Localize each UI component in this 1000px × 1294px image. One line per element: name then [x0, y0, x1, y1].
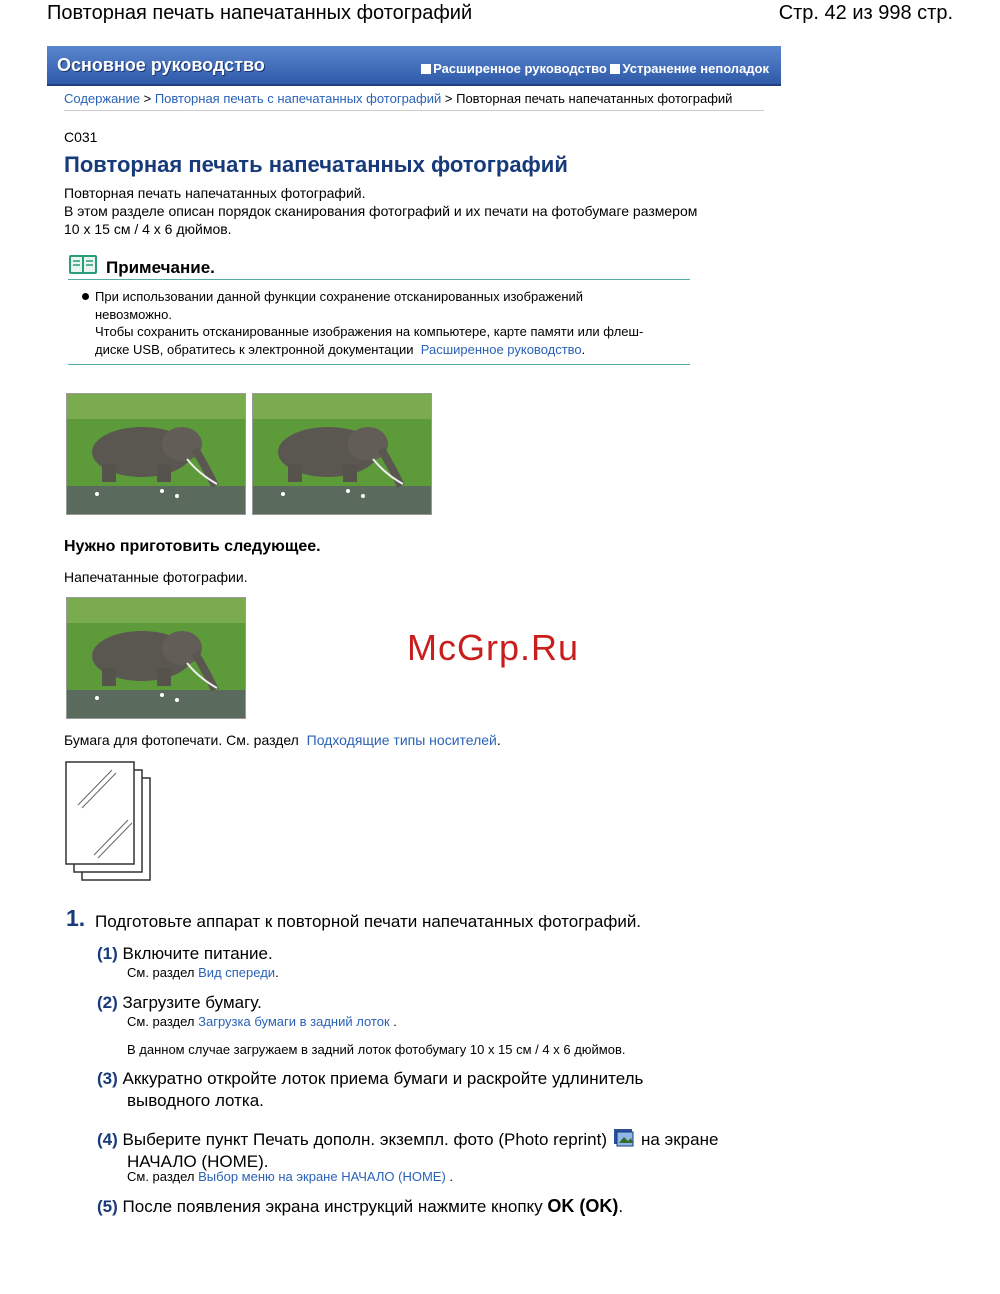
load-rear-tray-link[interactable]: Загрузка бумаги в задний лоток	[198, 1014, 390, 1029]
elephant-image	[67, 394, 245, 514]
note-end: .	[581, 341, 586, 357]
note-body	[68, 288, 690, 358]
ref-end: .	[389, 1014, 397, 1029]
elephant-image	[253, 394, 431, 514]
note-box	[68, 253, 690, 365]
substep-reference	[127, 1014, 397, 1029]
advanced-guide-link[interactable]: Расширенное руководство	[433, 61, 607, 76]
breadcrumb-contents-link[interactable]: Содержание	[64, 91, 140, 106]
substep-reference	[127, 965, 279, 980]
ok-button-label: OK (OK)	[547, 1196, 619, 1216]
substep-text: После появления экрана инструкций нажмите кнопку	[122, 1197, 543, 1216]
substep	[97, 992, 777, 1014]
intro-line: В этом разделе описан порядок сканирования фотографий и их печати на фотобумаге размером	[64, 203, 698, 219]
breadcrumb-parent-link[interactable]: Повторная печать с напечатанных фотографий	[154, 91, 442, 106]
substep-text: Аккуратно откройте лоток приема бумаги и раскройте удлинитель	[122, 1069, 644, 1088]
note-line: невозможно.	[95, 306, 172, 322]
document-title: Повторная печать напечатанных фотографий	[47, 2, 473, 24]
square-icon	[610, 64, 620, 74]
square-icon	[421, 64, 431, 74]
substep-end: .	[618, 1197, 624, 1216]
prepare-heading: Нужно приготовить следующее.	[64, 538, 321, 555]
photo-reprint-icon	[613, 1126, 635, 1148]
advanced-guide-link[interactable]: Расширенное руководство	[420, 341, 582, 357]
photo-paper-stack-icon	[64, 760, 154, 884]
substep-number: (4)	[97, 1130, 118, 1149]
banner-title: Основное руководство	[57, 55, 265, 75]
intro-line: 10 x 15 см / 4 x 6 дюймов.	[64, 221, 232, 237]
substep-text: выводного лотка.	[127, 1091, 264, 1110]
breadcrumb	[64, 91, 764, 111]
substep-text: на экране	[640, 1130, 719, 1149]
elephant-image	[67, 598, 245, 718]
substep-text: Загрузите бумагу.	[122, 993, 262, 1012]
page-number: Стр. 42 из 998 стр.	[778, 2, 953, 24]
bullet-icon	[82, 293, 89, 300]
elephant-photo	[66, 597, 246, 719]
prepare-item-text: Бумага для фотопечати. См. раздел	[64, 732, 299, 748]
substep-number: (2)	[97, 993, 118, 1012]
intro-line: Повторная печать напечатанных фотографий.	[64, 185, 366, 201]
page-title: Повторная печать напечатанных фотографий	[64, 152, 568, 177]
note-header	[68, 253, 690, 280]
ref-end: .	[445, 1169, 454, 1184]
front-view-link[interactable]: Вид спереди	[198, 965, 276, 980]
substep-number: (1)	[97, 944, 118, 963]
ref-prefix: См. раздел	[127, 1014, 195, 1029]
substep-reference	[127, 1169, 453, 1184]
step-number: 1.	[66, 905, 86, 931]
ref-prefix: См. раздел	[127, 965, 195, 980]
ref-end: .	[275, 965, 279, 980]
breadcrumb-current: Повторная печать напечатанных фотографий	[456, 91, 733, 106]
substep-text: Включите питание.	[122, 944, 273, 963]
substep-number: (5)	[97, 1197, 118, 1216]
home-menu-link[interactable]: Выбор меню на экране НАЧАЛО (HOME)	[198, 1169, 446, 1184]
step-text: Подготовьте аппарат к повторной печати напечатанных фотографий.	[95, 912, 642, 931]
media-types-link[interactable]: Подходящие типы носителей	[306, 732, 497, 748]
substep	[97, 1195, 777, 1218]
note-text: диске USB, обратитесь к электронной документации	[95, 341, 414, 357]
banner-links	[421, 61, 769, 76]
elephant-photo	[252, 393, 432, 515]
substep-text: НАЧАЛО (HOME).	[127, 1152, 269, 1171]
substep	[97, 1068, 777, 1112]
elephant-photo	[66, 393, 246, 515]
note-line: При использовании данной функции сохранение отсканированных изображений	[95, 289, 584, 304]
breadcrumb-separator: >	[441, 91, 457, 106]
substep	[97, 1126, 777, 1173]
troubleshooting-link[interactable]: Устранение неполадок	[622, 61, 769, 76]
substep-text: Выберите пункт Печать дополн. экземпл. фото (Photo reprint)	[122, 1130, 607, 1149]
ref-prefix: См. раздел	[127, 1169, 195, 1184]
prepare-item	[64, 731, 501, 749]
substep-number: (3)	[97, 1069, 118, 1088]
breadcrumb-separator: >	[139, 91, 155, 106]
prepare-item-end: .	[496, 732, 501, 748]
intro-text	[64, 184, 764, 238]
book-icon	[68, 253, 98, 275]
page-code: C031	[64, 129, 98, 145]
substep	[97, 943, 777, 965]
substep-extra: В данном случае загружаем в задний лоток фотобумагу 10 x 15 см / 4 x 6 дюймов.	[127, 1042, 626, 1057]
watermark: McGrp.Ru	[407, 627, 580, 668]
prepare-item: Напечатанные фотографии.	[64, 569, 248, 585]
note-line	[95, 341, 690, 359]
note-line: Чтобы сохранить отсканированные изображения на компьютере, карте памяти или флеш-	[95, 324, 644, 339]
manual-banner	[47, 46, 781, 86]
note-title: Примечание.	[106, 258, 215, 277]
